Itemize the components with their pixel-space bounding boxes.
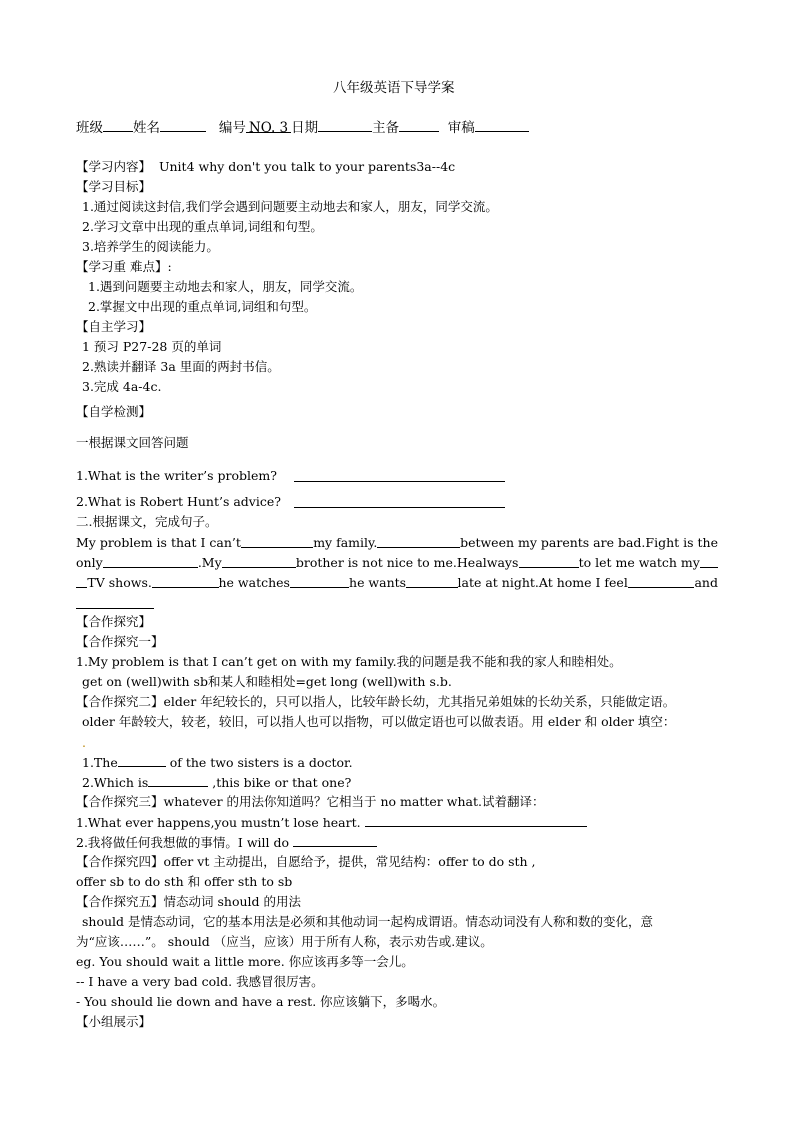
- review-label: 审稿: [447, 120, 475, 136]
- name-label: 姓名: [133, 120, 160, 136]
- class-label: 班级: [76, 120, 103, 136]
- name-blank[interactable]: [160, 117, 206, 132]
- fill-blank[interactable]: [222, 553, 296, 568]
- fill-blank[interactable]: [103, 553, 198, 568]
- date-label: 日期: [291, 120, 319, 136]
- goals-label: 【学习目标】: [76, 179, 152, 194]
- self-check-label: 【自学检测】: [76, 404, 152, 419]
- self-study-item: 2.熟读并翻译 3a 里面的两封书信。: [82, 359, 280, 374]
- coop3-line: 1.What ever happens,you mustn’t lose heart.: [76, 812, 587, 833]
- coop2-question: 2.Which is ,this bike or that one?: [82, 772, 351, 793]
- coop1-line: get on (well)with sb和某人和睦相处=get long (well)with s.b.: [82, 674, 452, 689]
- fill-blank[interactable]: [700, 553, 718, 568]
- translation-blank[interactable]: [293, 832, 377, 847]
- fill-blank[interactable]: [76, 608, 154, 609]
- answer-blank-1[interactable]: [294, 481, 505, 482]
- header-row: [76, 117, 529, 138]
- question-2: 2.What is Robert Hunt’s advice?: [76, 494, 281, 509]
- paragraph-line-2: only .My brother is not nice to me.He always to let me watch my: [76, 553, 718, 573]
- number-label: 编号: [218, 120, 246, 136]
- prep-blank[interactable]: [399, 117, 439, 132]
- paragraph-line-3: TV shows. he watches he wants late at night.At home I feel and: [76, 573, 718, 593]
- key-point: 2.掌握文中出现的重点单词,词组和句型。: [88, 299, 317, 314]
- fill-blank[interactable]: [118, 752, 166, 767]
- coop4-line: 【合作探究四】offer vt 主动提出，自愿给予，提供，常见结构：offer to do sth ,: [76, 854, 536, 869]
- goal-item: 3.培养学生的阅读能力。: [82, 239, 219, 254]
- fill-blank[interactable]: [377, 533, 460, 548]
- prep-label: 主备: [372, 120, 400, 136]
- date-blank[interactable]: [318, 117, 372, 132]
- review-blank[interactable]: [475, 117, 529, 132]
- fill-blank[interactable]: [628, 573, 695, 588]
- coop3-line: 【合作探究三】whatever 的用法你知道吗？它相当于 no matter what.试着翻译：: [76, 794, 545, 809]
- coop1-line: 1.My problem is that I can’t get on with my family.我的问题是我不能和我的家人和睦相处。: [76, 654, 622, 669]
- answer-blank-2[interactable]: [294, 507, 505, 508]
- content-label: 【学习内容】: [76, 159, 152, 174]
- fill-blank[interactable]: [519, 553, 579, 568]
- content-value: Unit4 why don't you talk to your parents3a--4c: [158, 159, 456, 174]
- coop5-line: 为“应该……”。 should （应当，应该）用于所有人称，表示劝告或.建议。: [76, 934, 493, 949]
- coop5-line: -- I have a very bad cold. 我感冒很厉害。: [76, 974, 324, 989]
- paragraph-line-1: My problem is that I can’t my family. between my parents are bad.Fight is the: [76, 535, 718, 550]
- fill-blank[interactable]: [148, 772, 208, 787]
- coop1-label: 【合作探究一】: [76, 634, 164, 649]
- part1-title: 一根据课文回答问题: [76, 435, 189, 450]
- coop-label: 【合作探究】: [76, 614, 152, 629]
- key-point: 1.遇到问题要主动地去和家人，朋友，同学交流。: [88, 279, 363, 294]
- coop2-line: 【合作探究二】elder 年纪较长的，只可以指人，比较年龄长幼，尤其指兄弟姐妹的长幼关系，只能做定语。: [76, 694, 676, 709]
- coop5-line: - You should lie down and have a rest. 你应该躺下，多喝水。: [76, 994, 446, 1009]
- content-line: [76, 157, 455, 177]
- coop2-dot: .: [82, 735, 86, 750]
- part2-title: 二.根据课文，完成句子。: [76, 514, 218, 529]
- coop5-line: should 是情态动词，它的基本用法是必须和其他动词一起构成谓语。情态动词没有人称和数的变化，意: [82, 914, 654, 929]
- coop3-line: 2.我将做任何我想做的事情。I will do: [76, 832, 377, 853]
- fill-blank[interactable]: [76, 573, 87, 588]
- class-blank[interactable]: [103, 117, 133, 132]
- key-label: 【学习重 难点】:: [76, 259, 172, 274]
- self-study-item: 1 预习 P27-28 页的单词: [82, 339, 222, 354]
- translation-blank[interactable]: [365, 812, 587, 827]
- coop2-question: 1.The of the two sisters is a doctor.: [82, 752, 353, 773]
- coop4-line: offer sb to do sth 和 offer sth to sb: [76, 874, 293, 889]
- fill-blank[interactable]: [241, 533, 313, 548]
- self-study-item: 3.完成 4a-4c.: [82, 379, 162, 394]
- coop2-line: older 年龄较大，较老，较旧，可以指人也可以指物，可以做定语也可以做表语。用 elder 和 older 填空：: [82, 714, 676, 729]
- coop5-line: eg. You should wait a little more. 你应该再多等一会儿。: [76, 954, 414, 969]
- self-study-label: 【自主学习】: [76, 319, 152, 334]
- fill-blank[interactable]: [290, 573, 349, 588]
- page-title: 八年级英语下导学案: [333, 80, 455, 96]
- group-label: 【小组展示】: [76, 1014, 152, 1029]
- question-1: 1.What is the writer’s problem?: [76, 468, 277, 483]
- number-value: NO. 3: [246, 118, 291, 133]
- goal-item: 2.学习文章中出现的重点单词,词组和句型。: [82, 219, 323, 234]
- coop5-line: 【合作探究五】情态动词 should 的用法: [76, 894, 301, 909]
- fill-blank[interactable]: [152, 573, 219, 588]
- fill-blank[interactable]: [406, 573, 457, 588]
- goal-item: 1.通过阅读这封信,我们学会遇到问题要主动地去和家人，朋友，同学交流。: [82, 199, 498, 214]
